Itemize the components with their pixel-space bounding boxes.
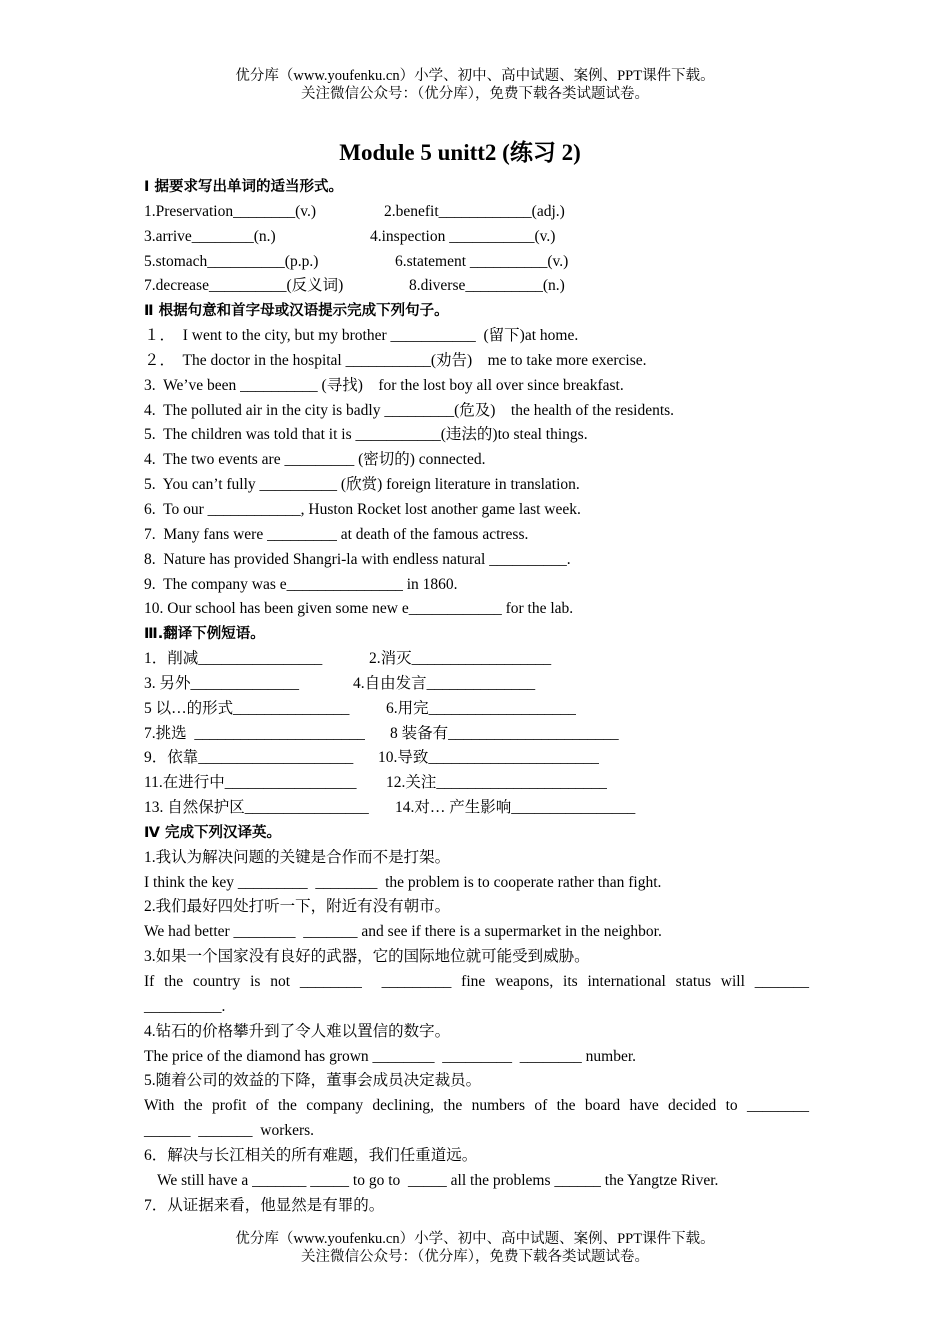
translation-answer: We had better ________ _______ and see if there is a supermarket in the neighbor. <box>144 923 662 941</box>
section-2-heading: Ⅱ 根据句意和首字母或汉语提示完成下列句子。 <box>144 303 449 320</box>
translation-prompt: 3.如果一个国家没有良好的武器，它的国际地位就可能受到威胁。 <box>144 948 590 966</box>
phrase-item: 6.用完___________________ <box>386 699 576 717</box>
phrase-item: 2.消灭__________________ <box>369 650 552 668</box>
phrase-row <box>144 697 809 722</box>
phrase-item: 10.导致______________________ <box>378 749 599 767</box>
sentence-item: 7. Many fans were _________ at death of the famous actress. <box>144 525 529 543</box>
translation-answer: If the country is not ________ _________ fine weapons, its international status will _______ <box>144 973 809 990</box>
sentence-item: 10. Our school has been given some new e____________ for the lab. <box>144 600 574 618</box>
header-line-1: 优分库（www.youfenku.cn）小学、初中、高中试题、案例、PPT课件下载。 <box>235 68 715 84</box>
sentence-item: 9. The company was e_______________ in 1860. <box>144 575 458 593</box>
sentence-item: ２． The doctor in the hospital ___________(劝告) me to take more exercise. <box>144 351 647 369</box>
phrase-row <box>144 746 809 771</box>
page-title: Module 5 unitt2 (练习 2) <box>339 140 581 165</box>
translation-prompt: 7．从证据来看，他显然是有罪的。 <box>144 1196 385 1214</box>
phrase-row <box>144 672 809 697</box>
footer-line-2: 关注微信公众号：（优分库），免费下载各类试题试卷。 <box>301 1249 649 1265</box>
exercise-item: 7.decrease__________(反义词) <box>144 277 344 295</box>
exercise-item: 1.Preservation________(v.) <box>144 202 317 220</box>
phrase-item: 5 以…的形式_______________ <box>144 699 350 717</box>
translation-prompt: 6．解决与长江相关的所有难题，我们任重道远。 <box>144 1146 478 1164</box>
footer-line-1: 优分库（www.youfenku.cn）小学、初中、高中试题、案例、PPT课件下载。 <box>235 1231 715 1247</box>
exercise-item: 6.statement __________(v.) <box>395 252 569 270</box>
phrase-item: 9．依靠____________________ <box>144 749 354 767</box>
phrase-item: 11.在进行中_________________ <box>144 774 357 792</box>
exercise-row <box>144 250 809 275</box>
exercise-item: 4.inspection ___________(v.) <box>370 227 556 245</box>
translation-answer-cont: __________. <box>144 997 226 1015</box>
phrase-item: 1．削减________________ <box>144 650 323 668</box>
translation-prompt: 4.钻石的价格攀升到了令人难以置信的数字。 <box>144 1022 451 1040</box>
exercise-item: 2.benefit____________(adj.) <box>384 202 565 220</box>
translation-prompt: 2.我们最好四处打听一下，附近有没有朝市。 <box>144 898 451 916</box>
exercise-row <box>144 225 809 250</box>
sentence-item: 3. We’ve been __________ (寻找) for the lost boy all over since breakfast. <box>144 376 624 394</box>
sentence-item: 5. The children was told that it is ___________(违法的)to steal things. <box>144 426 588 444</box>
phrase-item: 13. 自然保护区________________ <box>144 799 369 817</box>
phrase-item: 3. 另外______________ <box>144 674 300 692</box>
sentence-item: １． I went to the city, but my brother ___________ (留下)at home. <box>144 327 579 345</box>
exercise-row <box>144 274 809 299</box>
section-3-heading: Ⅲ.翻译下例短语。 <box>144 626 265 643</box>
translation-prompt: 5.随着公司的效益的下降，董事会成员决定裁员。 <box>144 1072 482 1090</box>
translation-answer: The price of the diamond has grown ________ _________ ________ number. <box>144 1047 637 1065</box>
phrase-row <box>144 647 809 672</box>
phrase-row <box>144 722 809 747</box>
exercise-row <box>144 200 809 225</box>
phrase-row <box>144 771 809 796</box>
phrase-item: 7.挑选 ______________________ <box>144 724 365 742</box>
sentence-item: 8. Nature has provided Shangri-la with endless natural __________. <box>144 550 571 568</box>
sentence-item: 6. To our ____________, Huston Rocket lost another game last week. <box>144 500 581 518</box>
page-header <box>0 67 950 103</box>
exercise-item: 8.diverse__________(n.) <box>409 277 565 295</box>
translation-answer-cont: ______ _______ workers. <box>144 1122 315 1140</box>
phrase-row <box>144 796 809 821</box>
sentence-item: 5. You can’t fully __________ (欣赏) foreign literature in translation. <box>144 476 580 494</box>
exercise-item: 3.arrive________(n.) <box>144 227 276 245</box>
phrase-item: 4.自由发言______________ <box>353 674 536 692</box>
section-1-heading: Ⅰ 据要求写出单词的适当形式。 <box>144 179 343 195</box>
translation-prompt: 1.我认为解决问题的关键是合作而不是打架。 <box>144 848 451 866</box>
phrase-item: 8 装备有______________________ <box>390 724 619 742</box>
exercise-item: 5.stomach__________(p.p.) <box>144 252 319 270</box>
translation-answer: I think the key _________ ________ the problem is to cooperate rather than fight. <box>144 873 662 891</box>
page-footer <box>0 1230 950 1266</box>
worksheet-body <box>144 175 809 1218</box>
phrase-item: 14.对… 产生影响________________ <box>395 799 636 817</box>
section-4-heading: Ⅳ 完成下列汉译英。 <box>144 824 281 841</box>
header-line-2: 关注微信公众号：（优分库），免费下载各类试题试卷。 <box>301 86 649 102</box>
translation-answer: With the profit of the company declining, the numbers of the board have decided to ________ <box>144 1097 809 1115</box>
phrase-item: 12.关注______________________ <box>386 774 607 792</box>
sentence-item: 4. The two events are _________ (密切的) connected. <box>144 451 486 469</box>
translation-answer: We still have a _______ _____ to go to _____ all the problems ______ the Yangtze River. <box>157 1171 719 1189</box>
sentence-item: 4. The polluted air in the city is badly _________(危及) the health of the residents. <box>144 401 675 419</box>
